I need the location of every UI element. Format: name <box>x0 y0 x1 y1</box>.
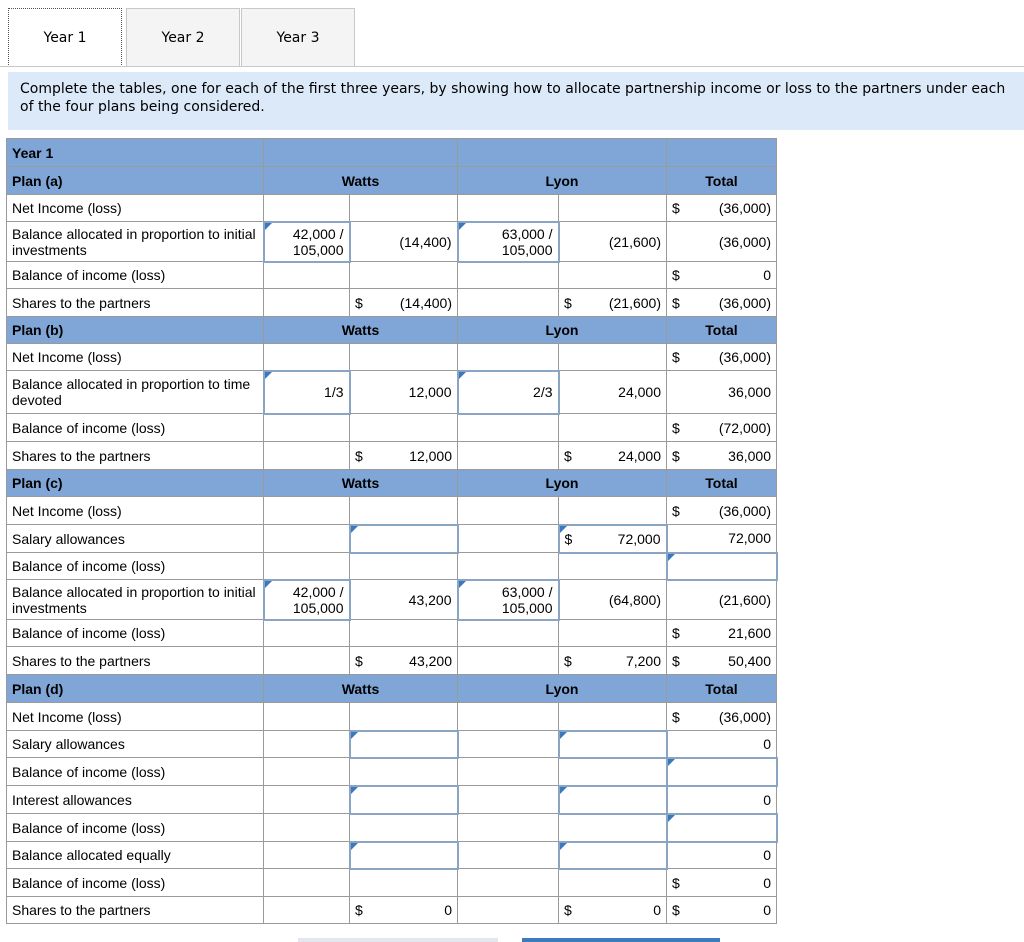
lyon-fraction-input[interactable]: 2/3 <box>458 371 559 414</box>
allocation-table <box>6 138 778 924</box>
total-cell <box>667 414 777 442</box>
total-value: (72,000) <box>718 419 771 436</box>
currency-symbol: $ <box>672 419 680 436</box>
table-row <box>7 897 777 924</box>
total-value: (36,000) <box>718 294 771 311</box>
total-cell <box>667 897 777 924</box>
lyon-header: Lyon <box>458 317 667 344</box>
table-row <box>7 371 777 414</box>
table-row <box>7 620 777 647</box>
total-value: 72,000 <box>667 525 777 553</box>
lyon-salary: 72,000 <box>617 530 661 547</box>
table-row <box>7 262 777 289</box>
total-balance-input[interactable] <box>667 814 777 842</box>
watts-salary-input[interactable] <box>350 525 458 553</box>
year-header-row <box>7 139 777 167</box>
currency-symbol: $ <box>672 902 680 918</box>
plan-b-header <box>7 317 777 344</box>
watts-amount: 43,200 <box>350 580 458 620</box>
watts-share: (14,400) <box>399 294 452 311</box>
row-label: Balance of income (loss) <box>7 620 264 647</box>
row-label: Shares to the partners <box>7 442 264 470</box>
lyon-equal-input[interactable] <box>559 842 667 869</box>
total-header: Total <box>667 317 777 344</box>
watts-fraction-input[interactable]: 42,000 / 105,000 <box>264 222 350 262</box>
row-label: Balance allocated equally <box>7 842 264 869</box>
lyon-share-cell <box>559 647 667 675</box>
lyon-share-cell <box>559 442 667 470</box>
watts-header: Watts <box>264 317 458 344</box>
watts-share-cell <box>350 442 458 470</box>
plan-a-header <box>7 167 777 195</box>
table-row <box>7 786 777 814</box>
table-row <box>7 731 777 758</box>
total-cell <box>667 620 777 647</box>
watts-share: 0 <box>444 902 452 918</box>
watts-salary-input[interactable] <box>350 731 458 758</box>
row-label: Salary allowances <box>7 525 264 553</box>
row-label: Net Income (loss) <box>7 195 264 222</box>
total-value: 0 <box>667 842 777 869</box>
watts-header: Watts <box>264 167 458 195</box>
row-label: Balance of income (loss) <box>7 262 264 289</box>
watts-amount: (14,400) <box>350 222 458 262</box>
currency-symbol: $ <box>355 447 363 464</box>
watts-share: 12,000 <box>409 447 452 464</box>
instructions-text: Complete the tables, one for each of the first three years, by showing how to allocate partnership income or loss to the partners under each of the four plans being considered. <box>8 72 1024 130</box>
total-cell <box>667 344 777 371</box>
total-value: 21,600 <box>728 625 771 641</box>
plan-title: Plan (d) <box>7 675 264 703</box>
table-row <box>7 497 777 525</box>
row-label: Shares to the partners <box>7 897 264 924</box>
currency-symbol: $ <box>564 902 572 918</box>
plan-title: Plan (b) <box>7 317 264 344</box>
tab-label: Year 2 <box>161 30 205 46</box>
total-cell <box>667 703 777 731</box>
total-header: Total <box>667 675 777 703</box>
currency-symbol: $ <box>672 447 680 464</box>
table-row <box>7 344 777 371</box>
row-label: Shares to the partners <box>7 647 264 675</box>
previous-button[interactable] <box>298 938 498 942</box>
row-label: Balance of income (loss) <box>7 553 264 580</box>
lyon-share: 7,200 <box>625 652 661 669</box>
row-label: Net Income (loss) <box>7 344 264 371</box>
row-label: Salary allowances <box>7 731 264 758</box>
table-row <box>7 814 777 842</box>
currency-symbol: $ <box>672 267 680 283</box>
lyon-share-cell <box>559 897 667 924</box>
table-row <box>7 580 777 620</box>
watts-share: 43,200 <box>409 652 452 669</box>
lyon-fraction-input[interactable]: 63,000 / 105,000 <box>458 222 559 262</box>
plan-title: Plan (c) <box>7 470 264 497</box>
tab-year-1[interactable] <box>8 8 122 67</box>
total-value: 0 <box>763 902 771 918</box>
row-label: Balance of income (loss) <box>7 869 264 897</box>
lyon-interest-input[interactable] <box>559 786 667 814</box>
watts-equal-input[interactable] <box>350 842 458 869</box>
watts-amount: 12,000 <box>350 371 458 414</box>
table-row <box>7 553 777 580</box>
total-cell <box>667 647 777 675</box>
lyon-share: (21,600) <box>608 294 661 311</box>
row-label: Balance of income (loss) <box>7 414 264 442</box>
lyon-amount: 24,000 <box>559 371 667 414</box>
currency-symbol: $ <box>672 708 680 725</box>
table-row <box>7 703 777 731</box>
currency-symbol: $ <box>672 502 680 519</box>
table-row <box>7 842 777 869</box>
total-cell <box>667 869 777 897</box>
currency-symbol: $ <box>672 625 680 641</box>
row-label: Balance allocated in proportion to time devoted <box>7 371 264 414</box>
total-header: Total <box>667 167 777 195</box>
lyon-header: Lyon <box>458 167 667 195</box>
total-value: (21,600) <box>667 580 777 620</box>
plan-d-header <box>7 675 777 703</box>
total-value: (36,000) <box>718 502 771 519</box>
table-row <box>7 869 777 897</box>
table-row <box>7 758 777 786</box>
lyon-share: 24,000 <box>618 447 661 464</box>
watts-share-cell <box>350 647 458 675</box>
watts-fraction-input[interactable]: 42,000 / 105,000 <box>264 580 350 620</box>
lyon-amount: (21,600) <box>559 222 667 262</box>
total-value: (36,000) <box>718 708 771 725</box>
table-row <box>7 525 777 553</box>
table-row <box>7 222 777 262</box>
tab-label: Year 1 <box>43 30 87 46</box>
currency-symbol: $ <box>564 447 572 464</box>
currency-symbol: $ <box>672 652 680 669</box>
currency-symbol: $ <box>672 294 680 311</box>
total-cell <box>667 497 777 525</box>
total-balance-input[interactable] <box>667 553 777 580</box>
row-label: Net Income (loss) <box>7 703 264 731</box>
tab-year-3[interactable] <box>241 8 355 67</box>
table-row <box>7 289 777 317</box>
year-tabs <box>8 8 1024 67</box>
lyon-header: Lyon <box>458 675 667 703</box>
total-value: (36,000) <box>667 222 777 262</box>
row-label: Balance of income (loss) <box>7 758 264 786</box>
tab-year-2[interactable] <box>126 8 240 67</box>
currency-symbol: $ <box>672 200 680 216</box>
total-cell <box>667 442 777 470</box>
currency-symbol: $ <box>355 902 363 918</box>
year-label: Year 1 <box>7 139 264 167</box>
plan-c-header <box>7 470 777 497</box>
watts-interest-input[interactable] <box>350 786 458 814</box>
watts-header: Watts <box>264 675 458 703</box>
row-label: Balance allocated in proportion to initial investments <box>7 222 264 262</box>
row-label: Balance of income (loss) <box>7 814 264 842</box>
total-cell <box>667 195 777 222</box>
table-row <box>7 195 777 222</box>
currency-symbol: $ <box>564 652 572 669</box>
row-label: Interest allowances <box>7 786 264 814</box>
total-header: Total <box>667 470 777 497</box>
total-value: (36,000) <box>718 200 771 216</box>
currency-symbol: $ <box>564 294 572 311</box>
plan-title: Plan (a) <box>7 167 264 195</box>
total-value: 50,400 <box>728 652 771 669</box>
lyon-share-cell <box>559 289 667 317</box>
watts-share-cell <box>350 897 458 924</box>
table-row <box>7 442 777 470</box>
currency-symbol: $ <box>564 530 573 547</box>
total-value: 0 <box>763 874 771 891</box>
lyon-share: 0 <box>653 902 661 918</box>
row-label: Shares to the partners <box>7 289 264 317</box>
currency-symbol: $ <box>672 874 680 891</box>
total-value: 0 <box>667 731 777 758</box>
total-balance-input[interactable] <box>667 758 777 786</box>
total-value: 0 <box>667 786 777 814</box>
total-value: 0 <box>763 267 771 283</box>
lyon-fraction-input[interactable]: 63,000 / 105,000 <box>458 580 559 620</box>
row-label: Net Income (loss) <box>7 497 264 525</box>
watts-share-cell <box>350 289 458 317</box>
watts-header: Watts <box>264 470 458 497</box>
lyon-salary-input[interactable] <box>559 731 667 758</box>
currency-symbol: $ <box>672 349 680 365</box>
tab-label: Year 3 <box>276 30 320 46</box>
watts-fraction-input[interactable]: 1/3 <box>264 371 350 414</box>
currency-symbol: $ <box>355 652 363 669</box>
currency-symbol: $ <box>355 294 363 311</box>
total-cell <box>667 262 777 289</box>
lyon-salary-input[interactable] <box>559 525 667 553</box>
row-label: Balance allocated in proportion to initial investments <box>7 580 264 620</box>
total-cell <box>667 289 777 317</box>
next-button[interactable] <box>522 938 720 942</box>
total-value: (36,000) <box>718 349 771 365</box>
table-row <box>7 414 777 442</box>
lyon-header: Lyon <box>458 470 667 497</box>
total-value: 36,000 <box>728 447 771 464</box>
tab-divider <box>0 66 1024 67</box>
table-row <box>7 647 777 675</box>
lyon-amount: (64,800) <box>559 580 667 620</box>
total-value: 36,000 <box>667 371 777 414</box>
